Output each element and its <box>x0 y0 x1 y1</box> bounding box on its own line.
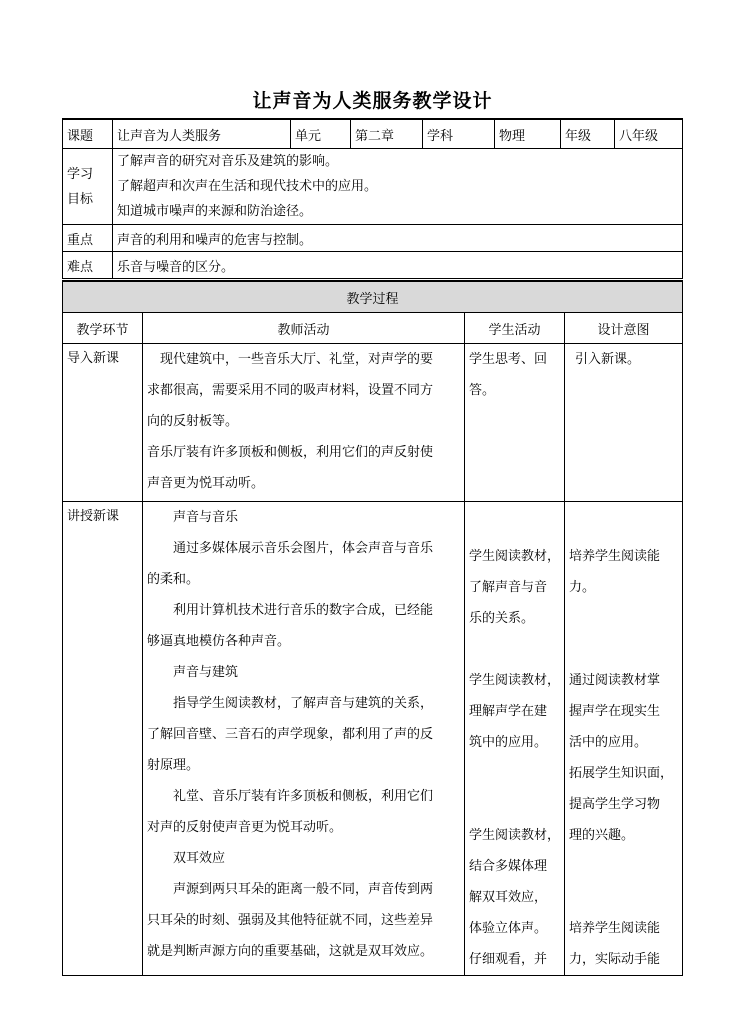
text-line: 的柔和。 <box>147 572 200 587</box>
teacher-lecture <box>143 502 465 976</box>
text-line: 学生阅读教材， <box>469 673 561 688</box>
text-line <box>469 634 560 665</box>
table-row <box>63 344 683 502</box>
text-line: 力，实际动手能 <box>569 952 661 967</box>
text-line: 声音与建筑 <box>147 665 239 680</box>
goals-label <box>63 149 113 225</box>
stage-lecture: 讲授新课 <box>63 502 143 976</box>
goal-item: 了解超声和次声在生活和现代技术中的应用。 <box>117 179 378 194</box>
col-header-stage: 教学环节 <box>63 313 143 344</box>
goal-item: 了解声音的研究对音乐及建筑的影响。 <box>117 154 339 169</box>
text-line: 学生阅读教材， <box>469 828 561 843</box>
text-line: 理解声学在建 <box>469 704 548 719</box>
text-line: 了解声音与音 <box>469 580 548 595</box>
text-line: 利用计算机技术进行音乐的数字合成，已经能 <box>147 603 434 618</box>
text-line: 力。 <box>569 580 596 595</box>
document-title: 让声音为人类服务教学设计 <box>252 90 493 112</box>
table-row <box>63 502 683 976</box>
text-line: 对声的反射使声音更为悦耳动听。 <box>147 820 343 835</box>
text-line: 声音与音乐 <box>147 510 239 525</box>
text-line: 就是判断声源方向的重要基础，这就是双耳效应。 <box>147 944 434 959</box>
col-header-teacher: 教师活动 <box>143 313 465 344</box>
text-line: 握声学在现实生 <box>569 704 661 719</box>
text-line: 结合多媒体理 <box>469 859 548 874</box>
text-line: 培养学生阅读能 <box>569 921 661 936</box>
goals-label-line-1: 学习 <box>67 166 94 182</box>
text-line: 乐的关系。 <box>469 611 535 626</box>
text-line: 求都很高，需要采用不同的吸声材料，设置不同方 <box>147 383 434 398</box>
key-label: 重点 <box>63 225 113 252</box>
goals-list <box>113 149 683 225</box>
text-line <box>469 510 560 541</box>
text-line <box>469 789 560 820</box>
text-line: 声音更为悦耳动听。 <box>147 476 265 491</box>
course-value: 让声音为人类服务 <box>113 119 291 149</box>
text-line: 筑中的应用。 <box>469 735 548 750</box>
text-line: 活中的应用。 <box>569 735 648 750</box>
subject-label: 学科 <box>423 119 495 149</box>
text-line <box>569 882 678 913</box>
subject-value: 物理 <box>495 119 561 149</box>
text-line: 引入新课。 <box>575 352 641 367</box>
text-line: 提高学生学习物 <box>569 797 661 812</box>
text-line: 理的兴趣。 <box>569 828 635 843</box>
difficult-label: 难点 <box>63 252 113 279</box>
text-line <box>569 851 678 882</box>
goal-item: 知道城市噪声的来源和防治途径。 <box>117 204 313 219</box>
text-line: 只耳朵的时刻、强弱及其他特征就不同，这些差异 <box>147 913 434 928</box>
text-line: 通过多媒体展示音乐会图片，体会声音与音乐 <box>147 541 434 556</box>
text-line: 解双耳效应， <box>469 890 548 905</box>
text-line: 答。 <box>469 383 496 398</box>
text-line: 了解回音壁、三音石的声学现象，都利用了声的反 <box>147 727 434 742</box>
grade-value: 八年级 <box>615 119 683 149</box>
text-line: 声源到两只耳朵的距离一般不同，声音传到两 <box>147 882 434 897</box>
text-line: 拓展学生知识面， <box>569 766 674 781</box>
text-line: 学生思考、回 <box>469 352 548 367</box>
process-table <box>62 280 683 976</box>
text-line: 现代建筑中，一些音乐大厅、礼堂，对声学的要 <box>147 352 434 367</box>
text-line: 射原理。 <box>147 758 200 773</box>
student-intro <box>465 344 565 502</box>
intent-lecture <box>565 502 683 976</box>
text-line <box>569 634 678 665</box>
text-line: 音乐厅装有许多顶板和侧板，利用它们的声反射使 <box>147 445 434 460</box>
text-line: 体验立体声。 <box>469 921 548 936</box>
text-line: 够逼真地模仿各种声音。 <box>147 634 291 649</box>
text-line <box>469 758 560 789</box>
text-line: 培养学生阅读能 <box>569 549 661 564</box>
info-table <box>62 118 683 279</box>
text-line: 仔细观看，并 <box>469 952 548 967</box>
grade-label: 年级 <box>561 119 615 149</box>
course-label: 课题 <box>63 119 113 149</box>
text-line <box>569 603 678 634</box>
teacher-intro <box>143 344 465 502</box>
text-line: 向的反射板等。 <box>147 414 239 429</box>
col-header-student: 学生活动 <box>465 313 565 344</box>
student-lecture <box>465 502 565 976</box>
key-value: 声音的利用和噪声的危害与控制。 <box>113 225 683 252</box>
difficult-value: 乐音与噪音的区分。 <box>113 252 683 279</box>
stage-intro: 导入新课 <box>63 344 143 502</box>
text-line <box>569 510 678 541</box>
unit-value: 第二章 <box>351 119 423 149</box>
unit-label: 单元 <box>291 119 351 149</box>
text-line: 双耳效应 <box>147 851 226 866</box>
process-header: 教学过程 <box>63 281 683 313</box>
text-line: 学生阅读教材， <box>469 549 561 564</box>
goals-label-line-2: 目标 <box>67 191 94 207</box>
col-header-intent: 设计意图 <box>565 313 683 344</box>
text-line: 指导学生阅读教材，了解声音与建筑的关系， <box>147 696 434 711</box>
text-line: 礼堂、音乐厅装有许多顶板和侧板，利用它们 <box>147 789 434 804</box>
text-line: 通过阅读教材掌 <box>569 673 661 688</box>
intent-intro <box>565 344 683 502</box>
